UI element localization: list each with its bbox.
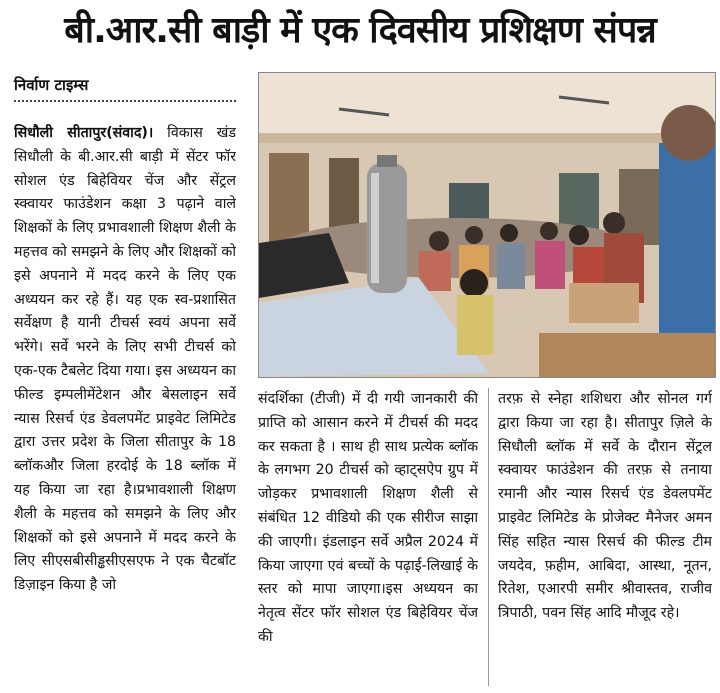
headline: बी.आर.सी बाड़ी में एक दिवसीय प्रशिक्षण संपन्न <box>64 10 656 51</box>
column-3-text: तरफ़ से स्नेहा शशिधरा और सोनल गर्ग द्वारा किया जा रहा है। सीतापुर ज़िले के सिधौली ब्लॉक में सर्वे के दौरान सेंट्रल स्क्वायर फाउंडेशन की तरफ़ से तनाया रमानी और न्यास रिसर्च एंड डेवलपमेंट प्राइवेट लिमिटेड के प्रोजेक्ट मैनेजर अमन सिंह सहित न्यास रिसर्च की फील्ड टीम जयदेव, फ़हीम, आबिदा, आस्था, नूतन, रितेश, एआरपी समीर श्रीवास्तव, राजीव त्रिपाठी, पवन सिंह आदि मौजूद रहे। <box>498 391 712 622</box>
byline: निर्वाण टाइम्स <box>14 74 236 102</box>
article-column-2 <box>258 388 478 688</box>
article-column-1 <box>14 122 236 688</box>
training-room-photo <box>259 73 715 377</box>
article-column-3 <box>498 388 712 688</box>
column-divider <box>488 388 489 686</box>
news-photo <box>258 72 716 378</box>
column-2-text: संदर्शिका (टीजी) में दी गयी जानकारी की प्राप्ति को आसान करने में टीचर्स की मदद कर सकता है । साथ ही साथ प्रत्येक ब्लॉक के लगभग 20 टीचर्स को व्हाट्सऐप ग्रुप में जोड़कर प्रभावशाली शिक्षण शैली से संबंधित 12 वीडियो की एक सीरीज साझा की जाएगी। इंडलाइन सर्वे अप्रैल 2024 में किया जाएगा एवं बच्चों के पढ़ाई-लिखाई के स्तर को मापा जाएगा।इस अध्ययन का नेतृत्व सेंटर फॉर सोशल एंड बिहेवियर चेंज की <box>258 391 478 645</box>
dateline: सिधौली सीतापुर(संवाद)। <box>14 125 154 141</box>
column-1-text: विकास खंड सिधौली के बी.आर.सी बाड़ी में सेंटर फॉर सोशल एंड बिहेवियर चेंज और सेंट्रल स्क्वायर फाउंडेशन कक्षा 3 पढ़ाने वाले शिक्षकों के लिए प्रभावशाली शिक्षण शैली के महत्तव को समझने के लिए और शिक्षकों को इसे अपनाने में मदद करने के लिए एक अध्ययन कर रहे हैं। यह एक स्व-प्रशासित सर्वेक्षण है यानी टीचर्स स्वयं अपना सर्वे भरेंगे। सर्वे भरने के लिए सभी टीचर्स को एक-एक टैबलेट दिया गया। इस अध्ययन का फील्ड इम्पलीमेंटेशन और बेसलाइन सर्वे न्यास रिसर्च एंड डेवलपमेंट प्राइवेट लिमिटेड द्वारा उत्तर प्रदेश के जिला सीतापुर के 18 ब्लॉकऔर जिला हरदोई के 18 ब्लॉक में यह किया जा रहा है।प्रभावशाली शिक्षण शैली के महत्तव को समझने के लिए और शिक्षकों को इसे अपनाने में मदद करने के लिए सीएसबीसीड्ढसीएसएफ ने एक चैटबॉट डिज़ाइन किया है जो <box>14 125 236 594</box>
